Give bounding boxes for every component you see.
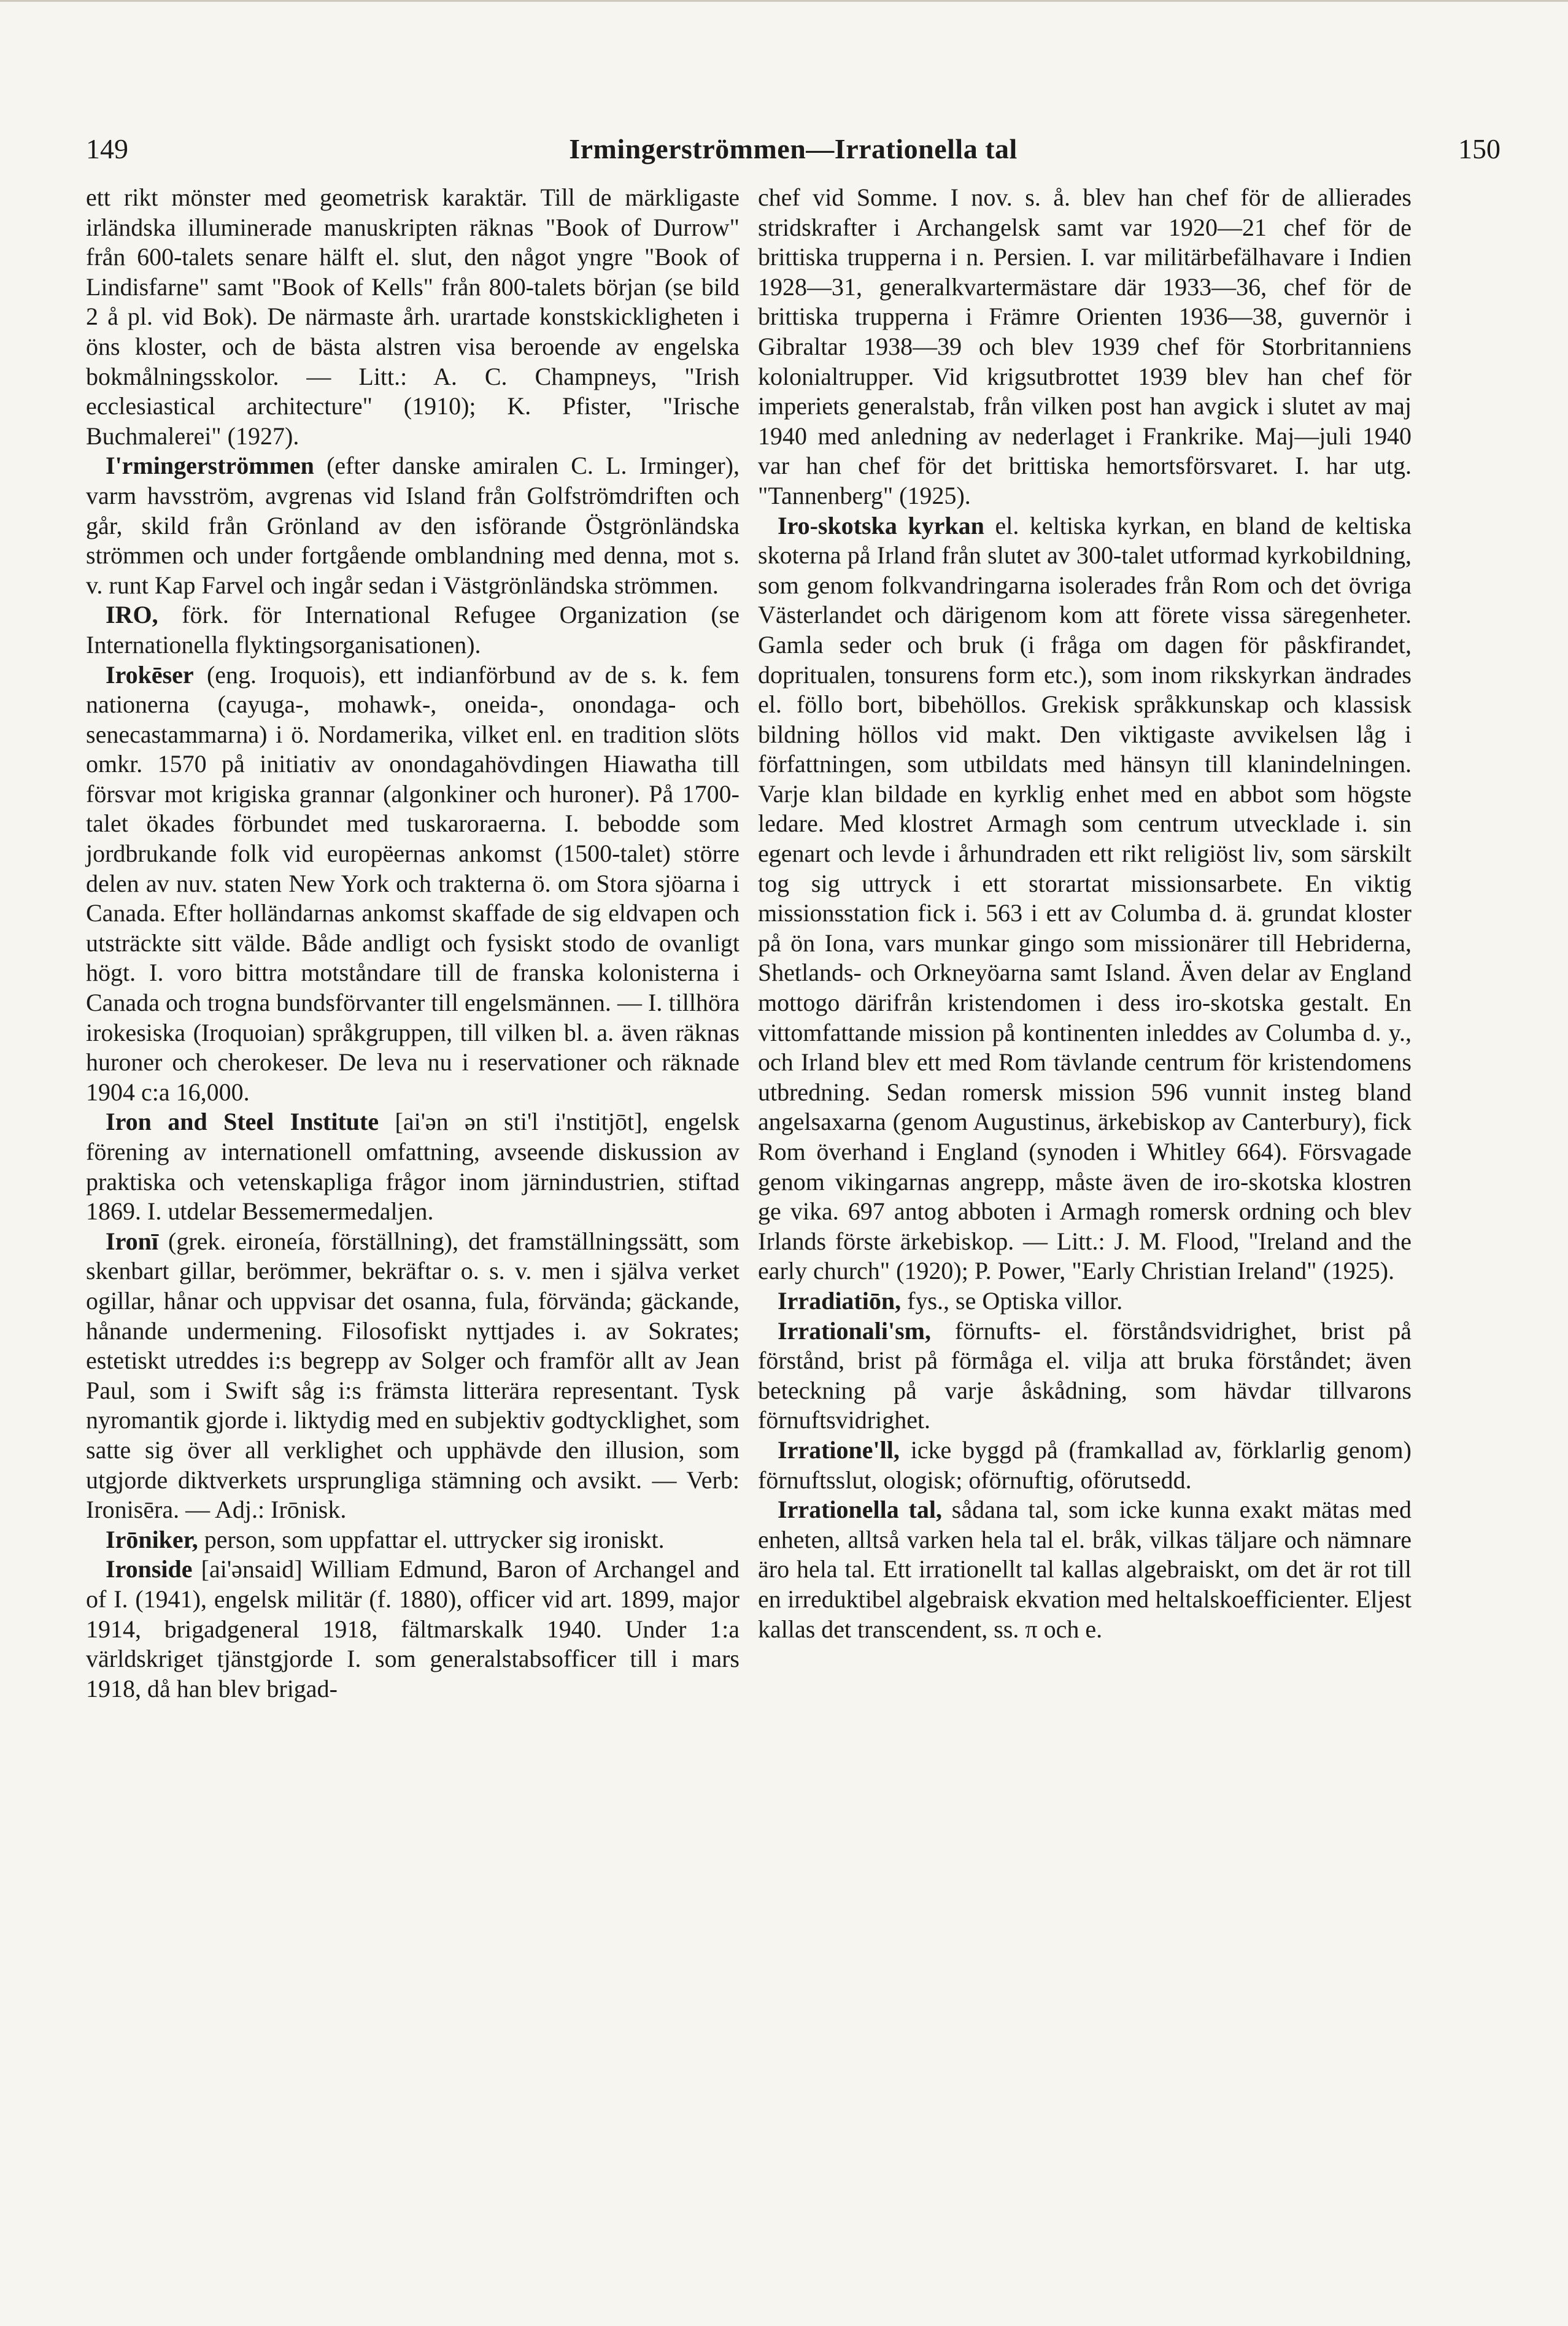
- entry-body: förk. för International Refugee Organization (se Internationella flyktingsorganisationen).: [86, 601, 740, 659]
- entry-irrationalism: [758, 1316, 1412, 1435]
- entry-body: sådana tal, som icke kunna exakt mätas med enheten, alltså varken hela tal el. bråk, vilkas täljare och nämnare äro hela tal. Ett irrationellt tal kallas algebraiskt, om det är rot till en irreduktibel algebraisk ekvation med heltalskoefficienter. Eljest kallas det transcendent, ss. π och e.: [758, 1496, 1412, 1643]
- entry-body: person, som uppfattar el. uttrycker sig ironiskt.: [198, 1525, 665, 1553]
- entry-headword: Iron and Steel Institute: [106, 1108, 379, 1136]
- entry-headword: Ironī: [106, 1227, 158, 1255]
- entry-ironside: [86, 1555, 740, 1704]
- entry-body: [ai'ən ən sti'l i'nstitjōt], engelsk förening av internationell omfattning, avseende diskussion av praktiska och vetenskapliga frågor inom järnindustrien, stiftad 1869. I. utdelar Bessemermedaljen.: [86, 1108, 740, 1226]
- page-number-right: 150: [1458, 133, 1500, 164]
- entry-ironiker: [86, 1525, 740, 1555]
- right-column: [758, 183, 1412, 1644]
- entry-ironi: [86, 1227, 740, 1525]
- page-number-left: 149: [86, 133, 128, 164]
- entry-body: chef vid Somme. I nov. s. å. blev han chef för de allierades stridskrafter i Archangelsk samt var 1920—21 chef för de brittiska trupperna i n. Persien. I. var militärbefälhavare i Indien 1928—31, generalkvartermästare där 1933—36, chef för de brittiska trupperna i Främre Orienten 1936—38, guvernör i Gibraltar 1938—39 och blev 1939 chef för Storbritanniens kolonialtrupper. Vid krigsutbrottet 1939 blev han chef för imperiets generalstab, från vilken post han avgick i slutet av maj 1940 med anledning av nederlaget i Frankrike. Maj—juli 1940 var han chef för det brittiska hemortsförsvaret. I. har utg. "Tannenberg" (1925).: [758, 184, 1412, 509]
- entry-iro: [86, 600, 740, 660]
- entry-irokeser: [86, 660, 740, 1108]
- entry-body: fys., se Optiska villor.: [901, 1286, 1123, 1315]
- entry-continuation: [758, 183, 1412, 511]
- entry-irrationell: [758, 1435, 1412, 1495]
- entry-body: icke byggd på (framkallad av, förklarlig genom) förnuftsslut, ologisk; oförnuftig, oförutsedd.: [758, 1435, 1412, 1494]
- entry-body: [ai'ənsaid] William Edmund, Baron of Archangel and of I. (1941), engelsk militär (f. 1880), officer vid art. 1899, major 1914, brigadgeneral 1918, fältmarskalk 1940. Under 1:a världskriget tjänstgjorde I. som generalstabsofficer till i mars 1918, då han blev brigad-: [86, 1555, 740, 1702]
- entry-irradiation: [758, 1286, 1412, 1316]
- page-header: [86, 128, 1500, 171]
- entry-headword: Ironside: [106, 1555, 193, 1583]
- entry-headword: I'rmingerströmmen: [106, 452, 314, 480]
- entry-iro-skotska-kyrkan: [758, 511, 1412, 1286]
- entry-headword: Irrationella tal,: [778, 1496, 942, 1524]
- entry-headword: Irratione'll,: [778, 1435, 900, 1464]
- entry-body: (grek. eironeía, förställning), det framställningssätt, som skenbart gillar, berömmer, bekräftar o. s. v. men i själva verket ogillar, hånar och uppvisar det osanna, fula, förvända; gäckande, hånande undermening. Filosofiskt nyttjades i. av Sokrates; estetiskt utreddes i:s begrepp av Solger och framför allt av Jean Paul, som i Swift såg i:s främsta litterära representant. Tysk nyromantik gjorde i. liktydig med en subjektiv godtycklighet, som satte sig över all verklighet och upphävde den illusion, som utgjorde diktverkets ursprungliga stämning och avsikt. — Verb: Ironisēra. — Adj.: Irōnisk.: [86, 1227, 740, 1524]
- entry-irmingerstrommen: [86, 451, 740, 600]
- entry-headword: Irradiatiōn,: [778, 1286, 902, 1315]
- entry-headword: Irōniker,: [106, 1525, 198, 1553]
- entry-body: förnufts- el. förståndsvidrighet, brist på förstånd, brist på förmåga el. vilja att bruka förståndet; även beteckning på varje åskådning, som hävdar tillvarons förnuftsvidrighet.: [758, 1316, 1412, 1434]
- entry-headword: IRO,: [106, 601, 158, 629]
- entry-headword: Iro-skotska kyrkan: [778, 511, 984, 539]
- left-column: [86, 183, 740, 1704]
- entry-headword: Irokēser: [106, 660, 194, 689]
- entry-body: (efter danske amiralen C. L. Irminger), varm havsström, avgrenas vid Island från Golfströmdriften och går, skild från Grönland av den isförande Östgrönländska strömmen och under fortgående omblandning med denna, mot s. v. runt Kap Farvel och ingår sedan i Västgrönländska strömmen.: [86, 452, 740, 599]
- entry-iron-and-steel-institute: [86, 1107, 740, 1226]
- entry-headword: Irrationali'sm,: [778, 1316, 931, 1345]
- entry-body: ett rikt mönster med geometrisk karaktär. Till de märkligaste irländska illuminerade manuskripten räknas "Book of Durrow" från 600-talets senare hälft el. slut, den något yngre "Book of Lindisfarne" samt "Book of Kells" från 800-talets början (se bild 2 å pl. vid Bok). De närmaste årh. urartade konstskickligheten i öns kloster, och de bästa alstren visa beroende av engelska bokmålningsskolor. — Litt.: A. C. Champneys, "Irish ecclesiastical architecture" (1910); K. Pfister, "Irische Buchmalerei" (1927).: [86, 184, 740, 450]
- entry-irrationella-tal: [758, 1495, 1412, 1644]
- scan-edge: [0, 0, 1568, 2]
- entry-body: el. keltiska kyrkan, en bland de keltiska skoterna på Irland från slutet av 300-talet utformad kyrkobildning, som genom folkvandringarna isolerades från Rom och det övriga Västerlandet och därigenom kom att förete vissa säregenheter. Gamla seder och bruk (i fråga om dagen för påskfirandet, dopritualen, tonsurens form etc.), som inom rikskyrkan ändrades el. föllo bort, bibehöllos. Grekisk språkkunskap och klassisk bildning höllos vid makt. Den viktigaste avvikelsen låg i författningen, som utbildats med hänsyn till klanindelningen. Varje klan bildade en kyrklig enhet med en abbot som högste ledare. Med klostret Armagh som centrum utvecklade i. sin egenart och levde i århundraden ett rikt religiöst liv, som särskilt tog sig uttryck i ett storartat missionsarbete. En viktig missionsstation fick i. 563 i ett av Columba d. ä. grundat kloster på ön Iona, vars munkar gingo som missionärer till Hebriderna, Shetlands- och Orkneyöarna samt Island. Även delar av England mottogo därifrån kristendomen i dess iro-skotska gestalt. En vittomfattande mission på kontinenten inleddes av Columba d. y., och Irland blev ett med Rom tävlande centrum för kristendomens utbredning. Sedan romersk mission 596 vunnit insteg bland angelsaxarna (genom Augustinus, ärkebiskop av Canterbury), fick Rom överhand i England (synoden i Whitley 664). Försvagade genom vikingarnas angrepp, måste även de iro-skotska klostren ge vika. 697 antog abboten i Armagh romersk ordning och blev Irlands förste ärkebiskop. — Litt.: J. M. Flood, "Ireland and the early church" (1920); P. Power, "Early Christian Ireland" (1925).: [758, 511, 1412, 1285]
- entry-continuation: [86, 183, 740, 451]
- entry-body: (eng. Iroquois), ett indianförbund av de s. k. fem nationerna (cayuga-, mohawk-, oneida-, onondaga- och senecastammarna) i ö. Nordamerika, vilket enl. en tradition slöts omkr. 1570 på initiativ av onondagahövdingen Hiawatha till försvar mot krigiska grannar (algonkiner och huroner). På 1700-talet ökades förbundet med tuskaroraerna. I. bebodde som jordbrukande folk vid europëernas ankomst (1500-talet) större delen av nuv. staten New York och trakterna ö. om Stora sjöarna i Canada. Efter holländarnas ankomst skaffade de sig eldvapen och utsträckte sitt välde. Både andligt och fysiskt stodo de ovanligt högt. I. voro bittra motståndare till de franska kolonisterna i Canada och trogna bundsförvanter till engelsmännen. — I. tillhöra irokesiska (Iroquoian) språkgruppen, till vilken bl. a. även räknas huroner och cherokeser. De leva nu i reservationer och räknade 1904 c:a 16,000.: [86, 660, 740, 1106]
- running-head: Irmingerströmmen—Irrationella tal: [569, 133, 1018, 164]
